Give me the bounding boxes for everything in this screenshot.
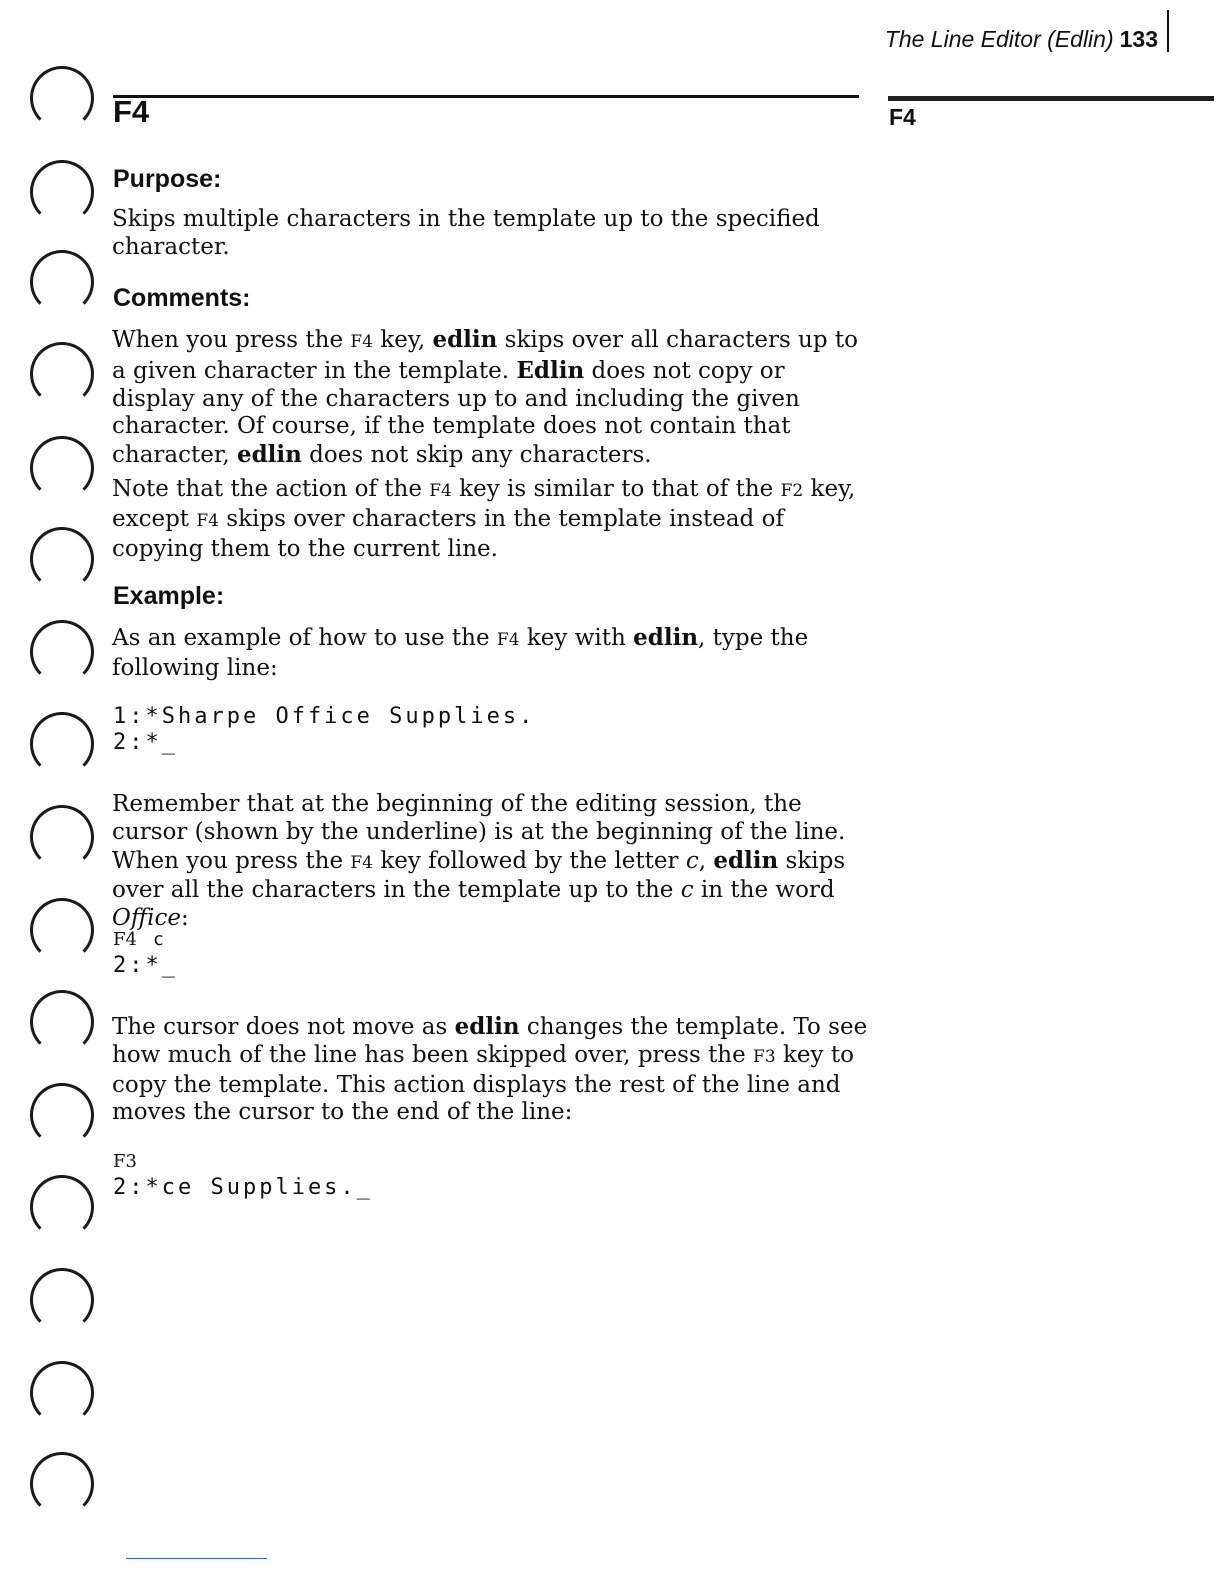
comments-paragraph-1: When you press the F4 key, edlin skips over all characters up to a given character in the template. Edlin does not copy or display any of the characters up to and including the given character. Of course, if the template does not contain that character, edlin does not skip any characters. — [112, 326, 858, 469]
example-paragraph-1: As an example of how to use the F4 key with edlin, type the following line: — [112, 624, 809, 681]
example-paragraph-3: The cursor does not move as edlin changes the template. To see how much of the line has been skipped over, press the F3 key to copy the template. This action displays the rest of the line and moves the cursor to the end of the line: — [112, 1013, 868, 1126]
binder-hole-icon — [30, 990, 94, 1054]
code-line: 1:*Sharpe Office Supplies. — [113, 704, 536, 729]
binder-hole-icon — [30, 527, 94, 591]
margin-rule — [888, 96, 1214, 101]
binder-hole-icon — [30, 66, 94, 130]
code-block-2 — [113, 953, 178, 979]
section-title: F4 — [113, 94, 150, 129]
binder-hole-icon — [30, 1361, 94, 1425]
margin-section-label: F4 — [889, 104, 916, 130]
section-rule — [113, 95, 859, 98]
binder-hole-icon — [30, 1083, 94, 1147]
running-header — [885, 26, 1158, 53]
footer-rule — [126, 1558, 267, 1559]
binder-hole-icon — [30, 1268, 94, 1332]
binder-hole-icon — [30, 342, 94, 406]
keystroke-line-2 — [113, 1151, 137, 1172]
key-name: F3 — [753, 1046, 776, 1067]
binder-hole-icon — [30, 160, 94, 224]
key-name: F3 — [113, 1151, 137, 1172]
key-name: F4 — [350, 332, 374, 352]
key-name: F4 — [350, 852, 374, 873]
binder-hole-icon — [30, 436, 94, 500]
header-divider — [1167, 10, 1169, 52]
key-name: F2 — [780, 481, 804, 501]
comments-paragraph-2: Note that the action of the F4 key is similar to that of the F2 key, except F4 skips over characters in the template instead of copying them to the current line. — [112, 476, 856, 562]
page-number: 133 — [1119, 26, 1158, 52]
key-name: F4 — [113, 929, 137, 950]
example-heading: Example: — [113, 582, 225, 610]
running-title: The Line Editor (Edlin) — [884, 26, 1114, 52]
example-paragraph-2: Remember that at the beginning of the editing session, the cursor (shown by the underline) is at the beginning of the line. When you press the F4 key followed by the letter c, edlin skips over all the characters in the template up to the c in the word Office: — [112, 791, 846, 932]
code-line: 2:*_ — [113, 730, 178, 755]
binder-hole-icon — [30, 620, 94, 684]
typed-letter: c — [152, 929, 164, 950]
binder-hole-icon — [30, 805, 94, 869]
purpose-text: Skips multiple characters in the template up to the specified character. — [112, 206, 820, 260]
key-name: F4 — [496, 630, 520, 650]
code-line: 2:*ce Supplies._ — [113, 1175, 373, 1200]
comments-heading: Comments: — [113, 284, 251, 312]
binder-hole-icon — [30, 250, 94, 314]
purpose-heading: Purpose: — [113, 165, 222, 193]
keystroke-line-1 — [113, 929, 164, 950]
binder-hole-icon — [30, 712, 94, 776]
binder-hole-icon — [30, 1452, 94, 1516]
code-block-1 — [113, 704, 535, 756]
code-line: 2:*_ — [113, 953, 178, 978]
key-name: F4 — [196, 510, 219, 531]
binder-hole-icon — [30, 1175, 94, 1239]
code-block-3 — [113, 1175, 373, 1201]
binder-hole-icon — [30, 898, 94, 962]
key-name: F4 — [429, 481, 452, 501]
